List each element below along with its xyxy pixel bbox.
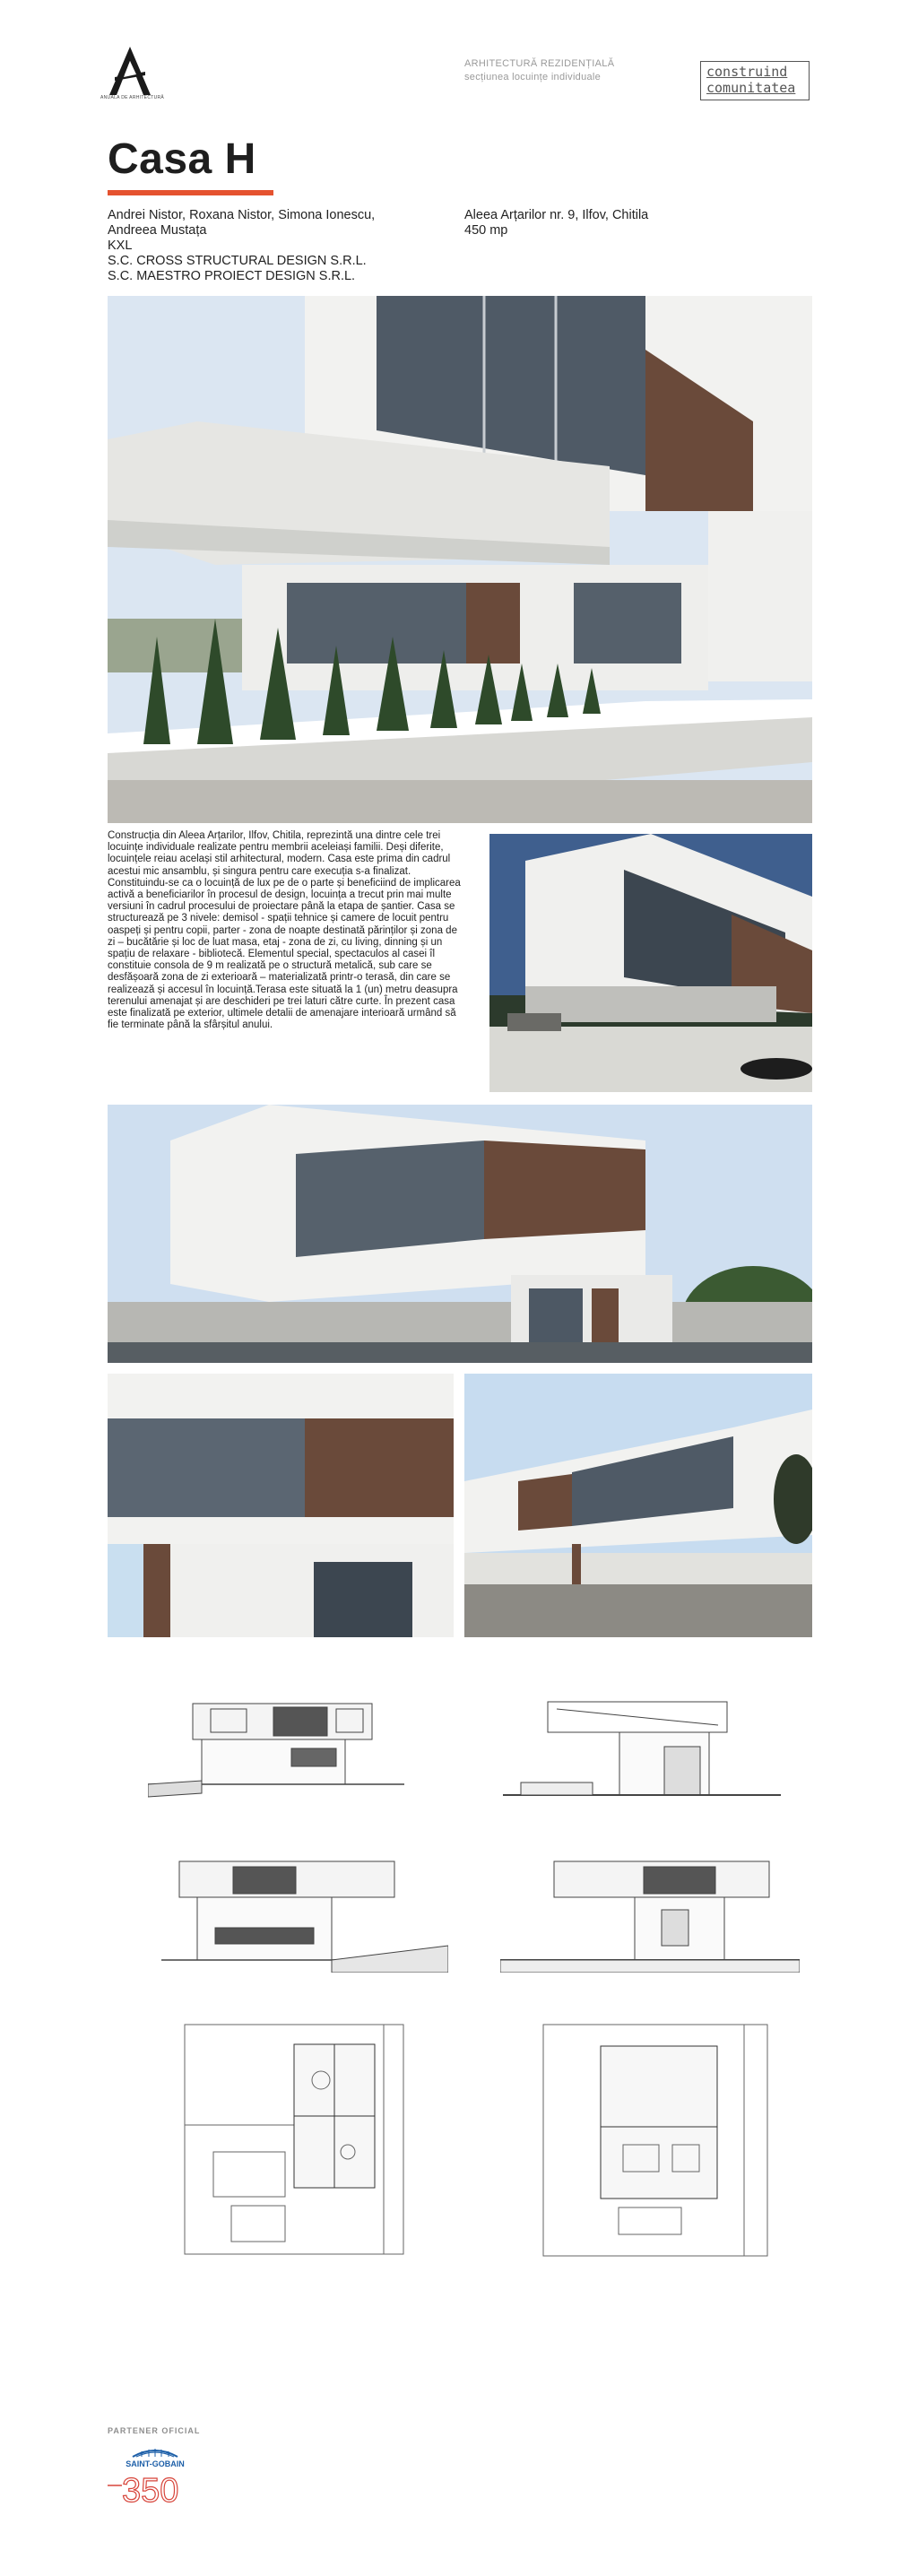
- wide-side-photo: [108, 1105, 812, 1363]
- construind-comunitatea-logo: [700, 61, 810, 100]
- section-drawing-1: [503, 1693, 781, 1808]
- credit-line: S.C. MAESTRO PROIECT DESIGN S.R.L.: [108, 269, 356, 283]
- partner-number: 350: [122, 2472, 179, 2510]
- brand-line-1: construind: [706, 64, 788, 80]
- title-underline: [108, 190, 273, 195]
- credit-line: Andreea Mustața: [108, 223, 207, 238]
- page-title: Casa H: [108, 135, 256, 183]
- section-label: secțiunea locuințe individuale: [464, 72, 602, 82]
- elevation-drawing-2: [161, 1856, 448, 1973]
- ground-floor-plan: [178, 2017, 411, 2261]
- credit-line: Andrei Nistor, Roxana Nistor, Simona Ionescu,: [108, 208, 376, 222]
- category-heading: [464, 57, 614, 84]
- section-drawing-2: [500, 1856, 800, 1973]
- area: 450 mp: [464, 223, 508, 238]
- partner-brand: SAINT-GOBAIN: [126, 2459, 185, 2468]
- brand-line-2: comunitatea: [706, 80, 796, 96]
- project-description: Construcția din Aleea Arțarilor, Ilfov, Chitila, reprezintă una dintre cele trei locuințe individuale realizate pentru membrii aceleiași familii. Deși diferite, locuințele reiau același stil arhitectural, modern. Casa este prima din cadrul acestui mic ansamblu, și singura pentru care execuția s-a finalizat. Constituindu-se ca o locuință de lux pe de o parte și beneficiind de implicarea activă a beneficiarilor în procesul de design, locuința a trecut prin mai multe versiuni în cadrul procesului de proiectare până la etapa de șantier. Casa se structurează pe 3 nivele: demisol - spații tehnice și camere de locuit pentru oaspeți și pentru copii, parter - zona de noapte destinată părinților și zona de zi – bucătărie și loc de luat masa, etaj - zona de zi, cu living, dinning și un spațiu de relaxare - bibliotecă. Elementul special, spectaculos al casei îl constituie consola de 9 m realizată pe o structură metalică, sub care se desfășoară zona de zi exterioară – materializată printr-o terasă, din care se realizează și accesul în locuință.Terasa este situată la 1 (un) metru deasupra terenului amenajat și are deschideri pe trei laturi către curte. În prezent casa este finalizată pe exterior, ultimele detalii de amenajare interioară urmând să fie terminate până la sfârșitul anului.: [108, 830, 461, 1031]
- partner-label: PARTENER OFICIAL: [108, 2426, 201, 2435]
- corner-view-photo: [464, 1374, 812, 1637]
- hero-photo: [108, 296, 812, 823]
- first-floor-plan: [538, 2019, 773, 2261]
- project-location: [464, 208, 787, 239]
- category-label: ARHITECTURĂ REZIDENȚIALĂ: [464, 58, 615, 69]
- project-credits: [108, 208, 430, 284]
- elevation-drawing-1: [148, 1695, 404, 1808]
- facade-detail-photo: [108, 1374, 454, 1637]
- credit-line: S.C. CROSS STRUCTURAL DESIGN S.R.L.: [108, 254, 367, 268]
- annual-architecture-logo: [108, 45, 152, 99]
- side-view-photo: [489, 834, 812, 1092]
- address: Aleea Arțarilor nr. 9, Ilfov, Chitila: [464, 208, 649, 222]
- saint-gobain-350-logo: [106, 2441, 204, 2511]
- credit-line: KXL: [108, 239, 133, 253]
- logo-caption: ANUALA DE ARHITECTURĂ: [100, 95, 165, 100]
